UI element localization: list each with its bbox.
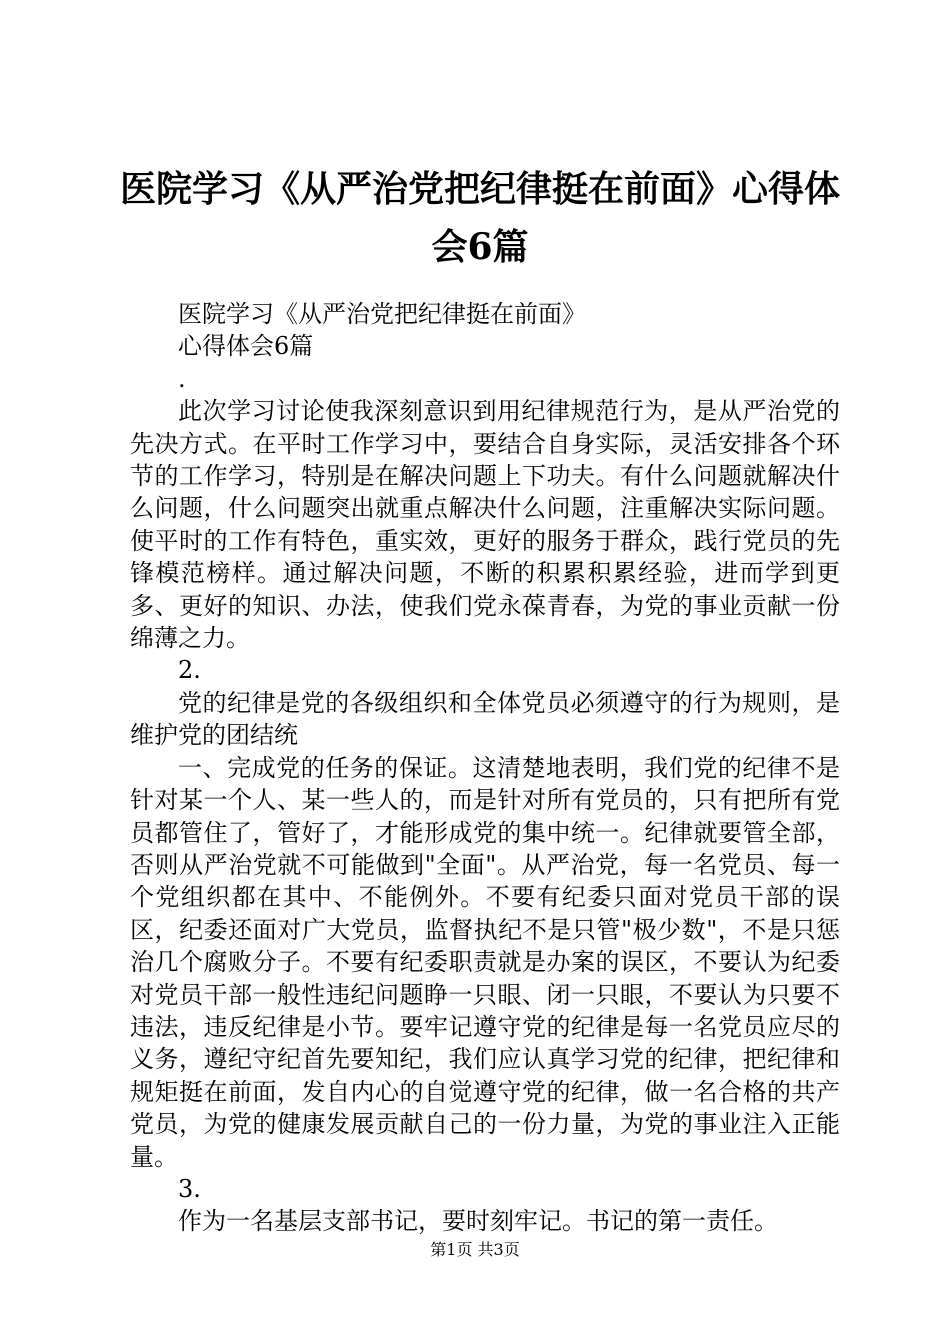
section-marker-3: 3. — [178, 1174, 201, 1203]
subtitle-line-1: 医院学习《从严治党把纪律挺在前面》 — [178, 300, 586, 328]
paragraph-1: 此次学习讨论使我深刻意识到用纪律规范行为，是从严治党的先决方式。在平时工作学习中，要结合自身实际，灵活安排各个环节的工作学习，特别是在解决问题上下功夫。有什么问题就解决什么问题，什么问题突出就重点解决什么问题，注重解决实际问题。使平时的工作有特色，重实效，更好的服务于群众，践行党员的先锋模范榜样。通过解决问题，不断的积累积累经验，进而学到更多、更好的知识、办法，使我们党永葆青春，为党的事业贡献一份绵薄之力。 — [130, 397, 840, 653]
document-title: 医院学习《从严治党把纪律挺在前面》心得体会6篇 — [119, 168, 840, 268]
document-body — [130, 298, 840, 1238]
subtitle-line-2: 心得体会6篇 — [178, 332, 314, 361]
paragraph-4: 作为一名基层支部书记，要时刻牢记。书记的第一责任。 — [178, 1207, 778, 1236]
section-marker-1: . — [178, 364, 186, 393]
paragraph-2: 党的纪律是党的各级组织和全体党员必须遵守的行为规则，是维护党的团结统 — [130, 688, 840, 750]
paragraph-3: 一、完成党的任务的保证。这清楚地表明，我们党的纪律不是针对某一个人、某一些人的，而是针对所有党员的，只有把所有党员都管住了，管好了，才能形成党的集中统一。纪律就要管全部，否则从严治党就不可能做到"全面"。从严治党，每一名党员、每一个党组织都在其中、不能例外。不要有纪委只面对党员干部的误区，纪委还面对广大党员，监督执纪不是只管"极少数"，不是只惩治几个腐败分子。不要有纪委职责就是办案的误区，不要认为纪委对党员干部一般性违纪问题睁一只眼、闭一只眼，不要认为只要不违法，违反纪律是小节。要牢记遵守党的纪律是每一名党员应尽的义务，遵纪守纪首先要知纪，我们应认真学习党的纪律，把纪律和规矩挺在前面，发自内心的自觉遵守党的纪律，做一名合格的共产党员，为党的健康发展贡献自己的一份力量，为党的事业注入正能量。 — [130, 753, 840, 1171]
page-footer: 第1页 共3页 — [430, 1240, 520, 1259]
section-marker-2: 2. — [178, 656, 201, 685]
